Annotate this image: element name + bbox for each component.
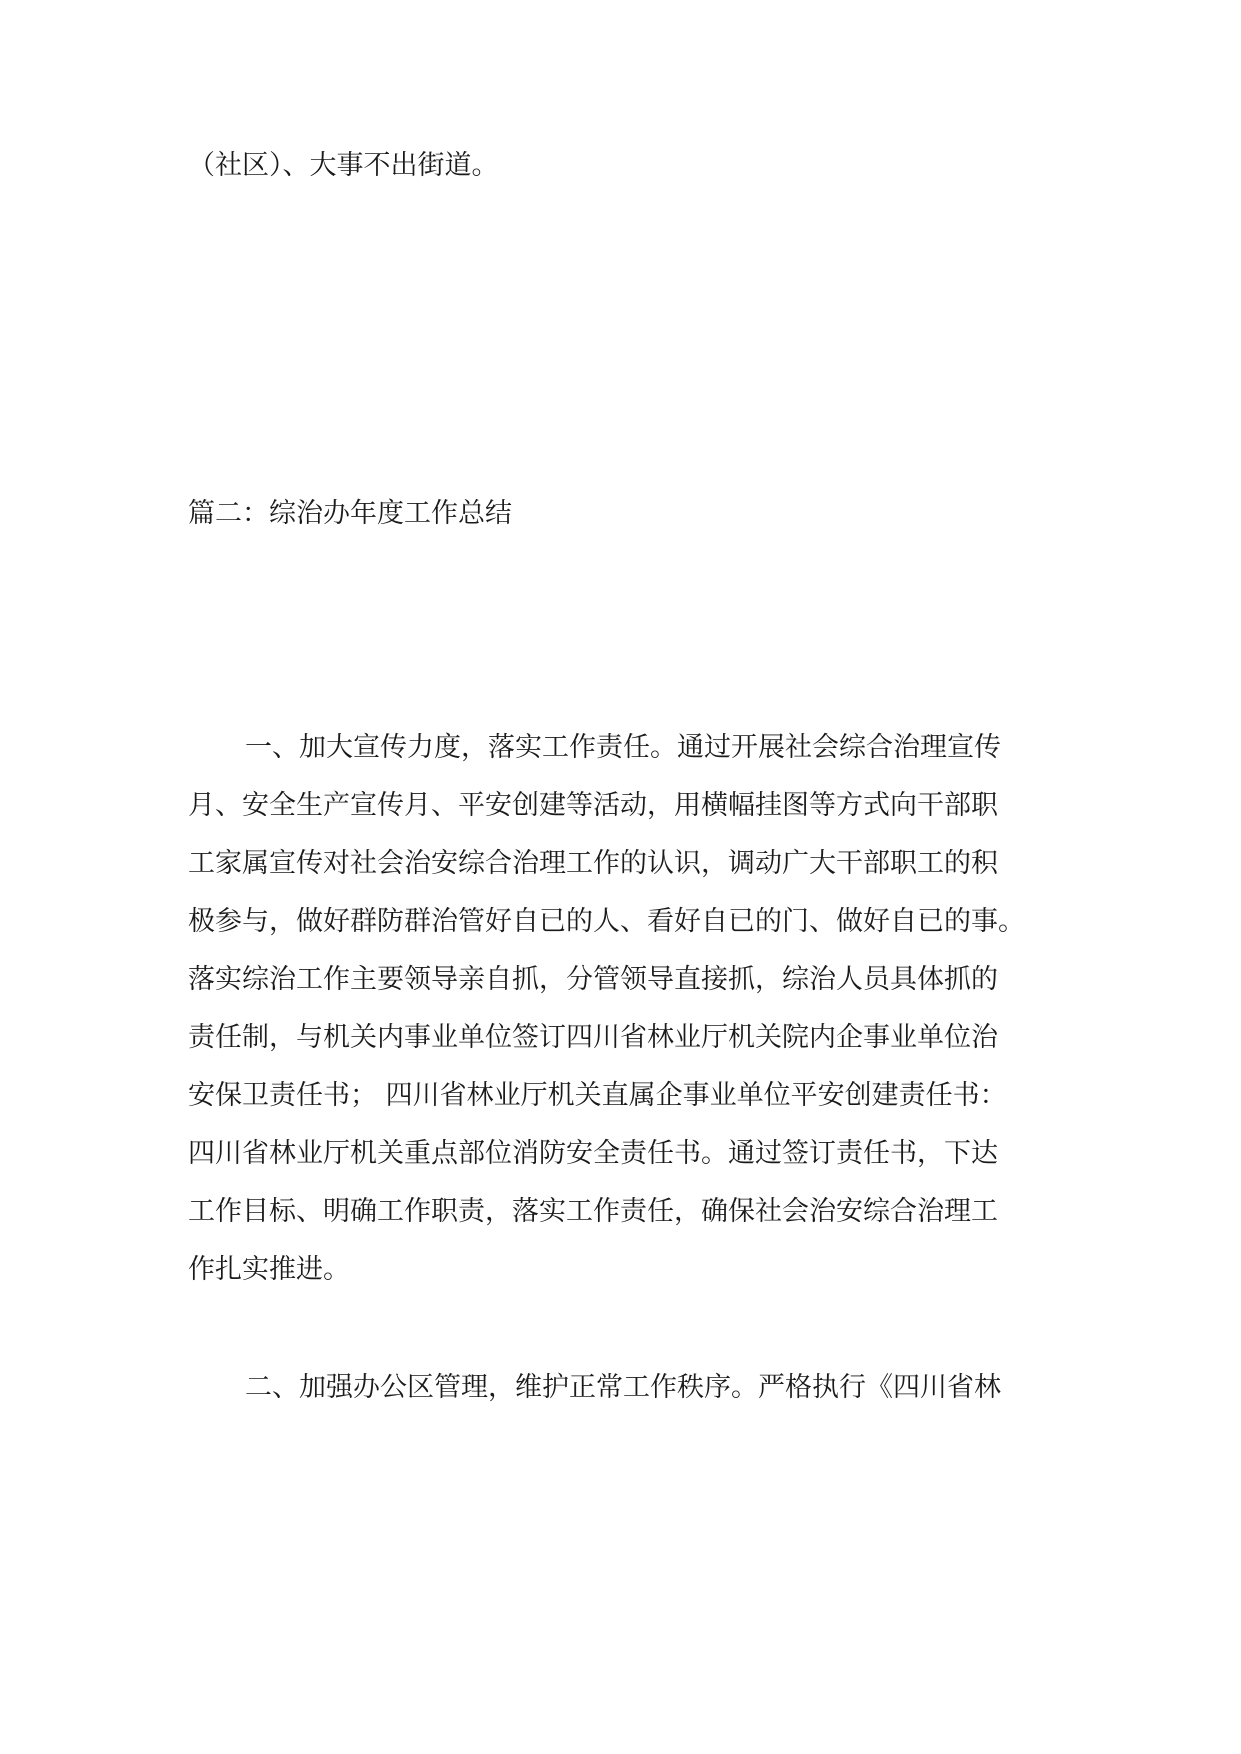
paragraph-line: 责任制，与机关内事业单位签订四川省林业厅机关院内企事业单位治 xyxy=(188,1022,998,1053)
fragment-line: （社区）、大事不出街道。 xyxy=(188,150,499,181)
paragraph-line: 安保卫责任书； 四川省林业厅机关直属企事业单位平安创建责任书： xyxy=(188,1080,1007,1111)
paragraph-line: 极参与，做好群防群治管好自已的人、看好自已的门、做好自已的事。 xyxy=(188,906,1025,937)
paragraph-line: 月、安全生产宣传月、平安创建等活动，用横幅挂图等方式向干部职 xyxy=(188,790,998,821)
paragraph-line: 二、加强办公区管理，维护正常工作秩序。严格执行《四川省林 xyxy=(245,1372,1001,1403)
paragraph-line: 四川省林业厅机关重点部位消防安全责任书。通过签订责任书，下达 xyxy=(188,1138,998,1169)
section-title: 篇二：综治办年度工作总结 xyxy=(188,498,512,529)
paragraph-line: 落实综治工作主要领导亲自抓，分管领导直接抓，综治人员具体抓的 xyxy=(188,964,998,995)
paragraph-line: 一、加大宣传力度，落实工作责任。通过开展社会综合治理宣传 xyxy=(245,732,1001,763)
paragraph-line: 作扎实推进。 xyxy=(188,1254,350,1285)
paragraph-line: 工作目标、明确工作职责，落实工作责任，确保社会治安综合治理工 xyxy=(188,1196,998,1227)
paragraph-line: 工家属宣传对社会治安综合治理工作的认识，调动广大干部职工的积 xyxy=(188,848,998,879)
